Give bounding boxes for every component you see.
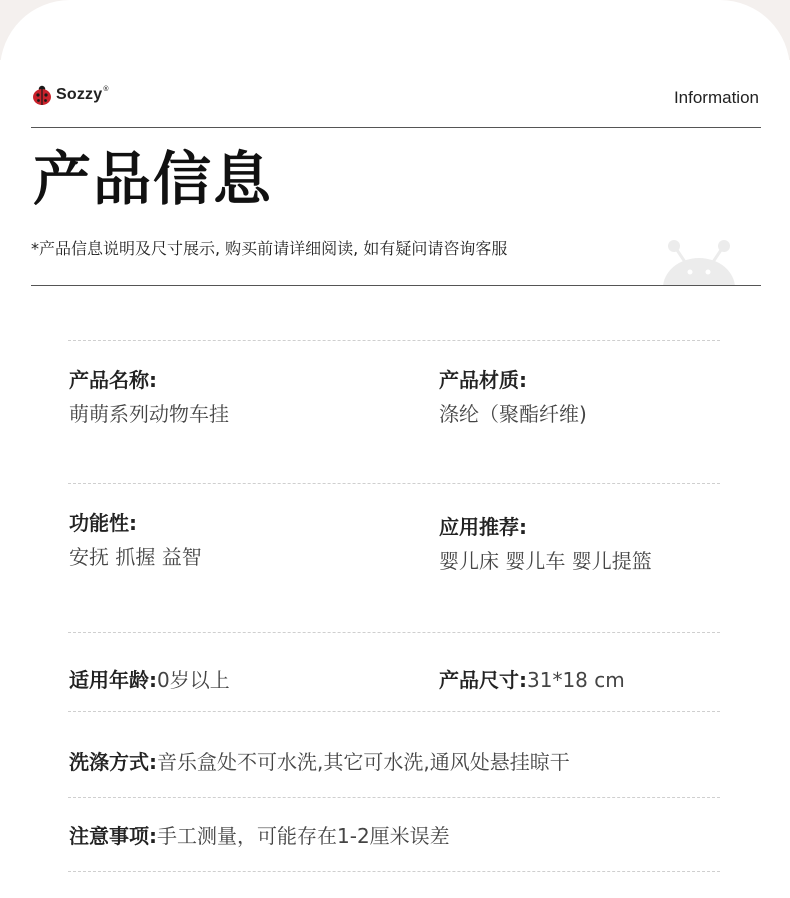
brand-logo — [31, 84, 109, 106]
row-divider — [68, 871, 720, 872]
brand-name-text: Sozzy — [56, 86, 103, 103]
size-label: 产品尺寸: — [439, 668, 527, 692]
material-label: 产品材质: — [439, 368, 527, 392]
row-divider — [68, 632, 720, 633]
product-name-value: 萌萌系列动物车挂 — [69, 402, 229, 426]
brand-name — [56, 86, 109, 104]
wash-value: 音乐盒处不可水洗,其它可水洗,通风处悬挂晾干 — [157, 750, 570, 774]
registered-mark: ® — [103, 86, 109, 93]
size-row — [439, 664, 625, 693]
recommend-label: 应用推荐: — [439, 515, 527, 539]
notice-value: 手工测量，可能存在1-2厘米误差 — [157, 824, 450, 848]
age-label: 适用年龄: — [69, 668, 157, 692]
bug-illustration-icon — [660, 238, 738, 285]
function-value: 安抚 抓握 益智 — [69, 545, 202, 569]
header-divider — [31, 127, 761, 128]
wash-label: 洗涤方式: — [69, 750, 157, 774]
section-label: Information — [673, 88, 759, 107]
page-title: 产品信息 — [33, 145, 274, 213]
page-subtitle: *产品信息说明及尺寸展示, 购买前请详细阅读, 如有疑问请咨询客服 — [31, 239, 508, 258]
title-divider — [31, 285, 761, 286]
row-divider — [68, 340, 720, 341]
row-divider — [68, 797, 720, 798]
notice-row — [69, 820, 450, 849]
material-value: 涤纶（聚酯纤维) — [439, 402, 587, 426]
notice-label: 注意事项: — [69, 824, 157, 848]
product-name-label: 产品名称: — [69, 368, 157, 392]
function-label: 功能性: — [69, 511, 137, 535]
row-divider — [68, 483, 720, 484]
age-value: 0岁以上 — [157, 668, 230, 692]
wash-row — [69, 746, 570, 775]
ladybug-icon — [31, 84, 53, 106]
row-divider — [68, 711, 720, 712]
size-value: 31*18 cm — [527, 668, 625, 692]
age-row — [69, 664, 230, 693]
recommend-value: 婴儿床 婴儿车 婴儿提篮 — [439, 549, 652, 573]
